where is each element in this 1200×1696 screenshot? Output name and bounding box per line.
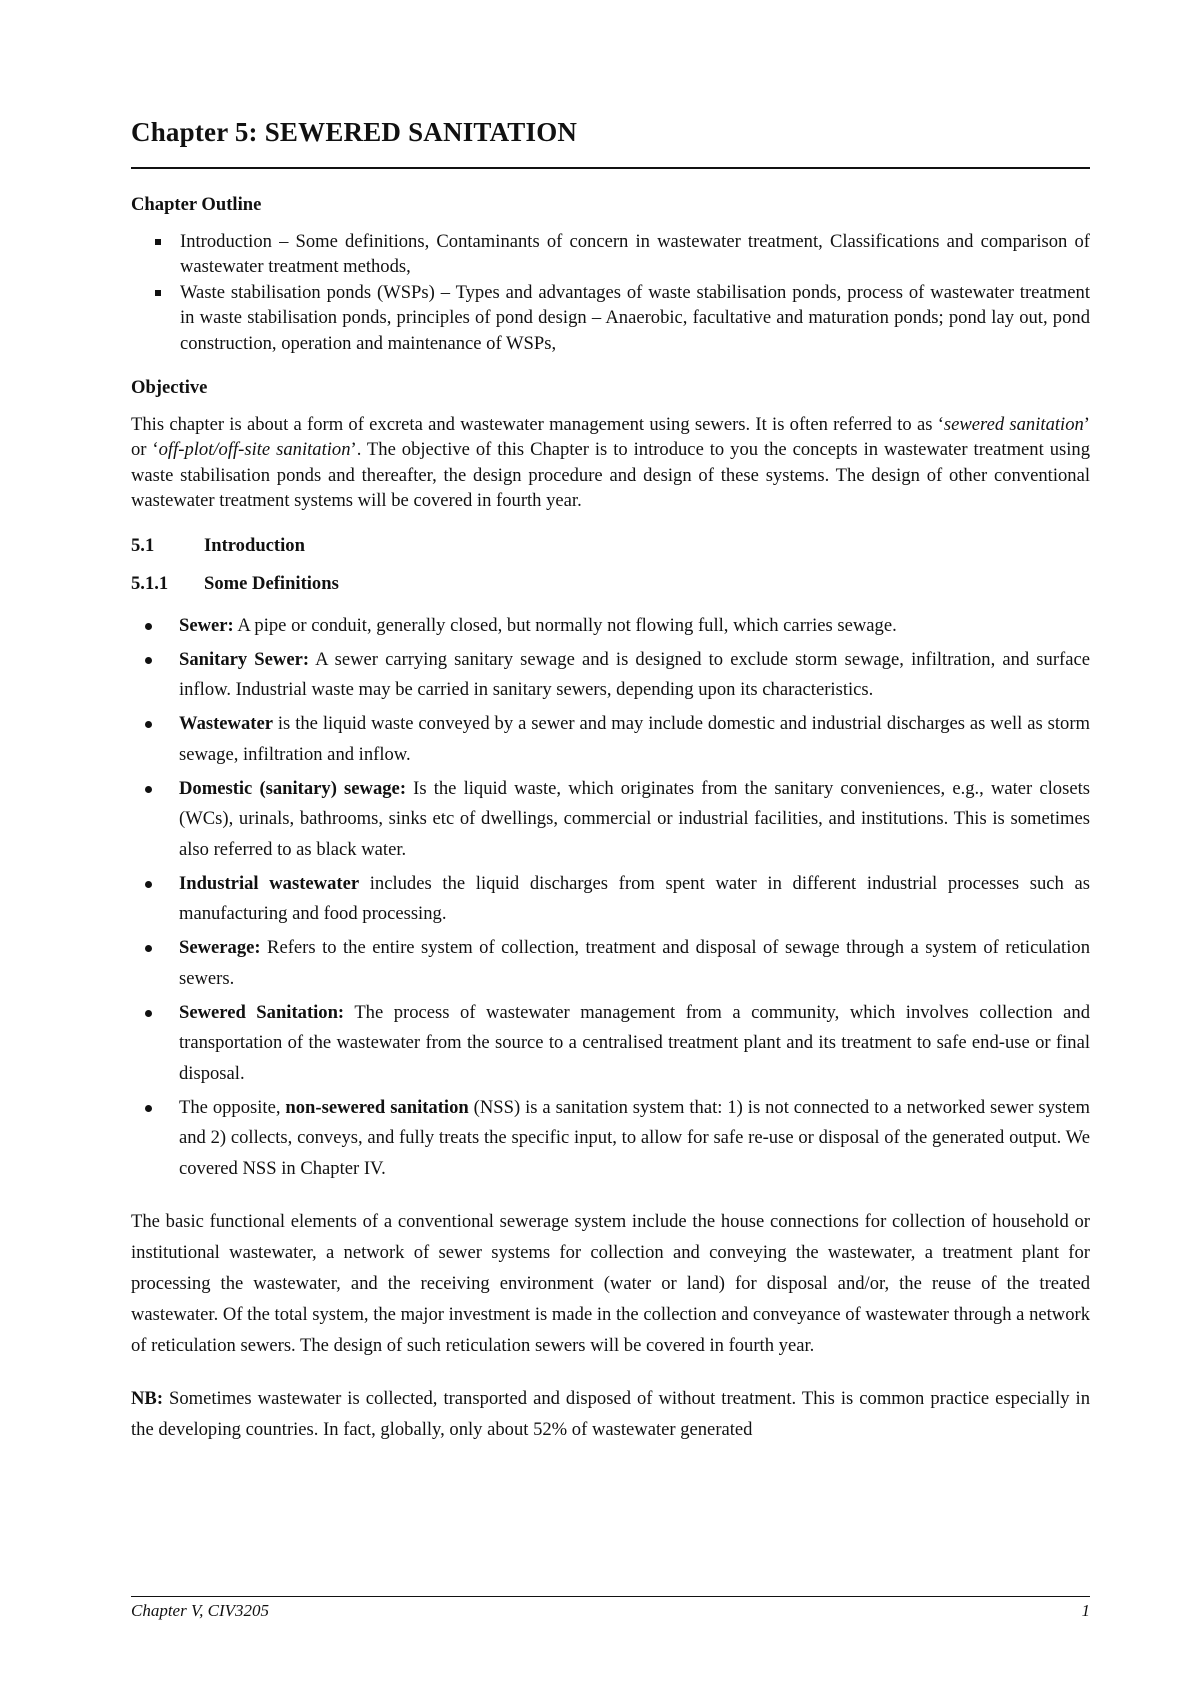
definition-term: Industrial wastewater	[179, 872, 360, 894]
title-divider	[131, 167, 1090, 169]
section-heading	[131, 533, 1090, 559]
objective-italic-term: sewered sanitation	[943, 413, 1084, 435]
definition-text: is the liquid waste conveyed by a sewer and may include domestic and industrial discharges as well as storm sewage, infiltration and inflow.	[179, 713, 1090, 765]
subsection-title: Some Definitions	[204, 573, 339, 594]
definition-item	[131, 774, 1090, 866]
footer-divider	[131, 1596, 1090, 1597]
definition-text: The process of wastewater management from a community, which involves collection and transportation of the wastewater from the source to a centralised treatment plant and its treatment to safe end-use or final disposal.	[179, 1001, 1090, 1084]
page-content	[131, 192, 1090, 1445]
definition-item	[131, 611, 1090, 642]
bullet-icon	[145, 657, 152, 664]
square-bullet-icon	[155, 290, 161, 296]
outline-item	[131, 229, 1090, 280]
definition-item-nss	[131, 1093, 1090, 1185]
bullet-icon	[145, 881, 152, 888]
chapter-title: Chapter 5: SEWERED SANITATION	[131, 117, 578, 147]
nss-term: non-sewered sanitation	[285, 1096, 469, 1118]
definition-text: Is the liquid waste, which originates from the sanitary conveniences, e.g., water closets (WCs), urinals, bathrooms, sinks etc of dwellings, commercial or industrial facilities, and institutions. This is sometimes also referred to as black water.	[179, 777, 1090, 860]
definition-item	[131, 645, 1090, 706]
subsection-heading	[131, 571, 1090, 597]
nb-paragraph	[131, 1383, 1090, 1445]
objective-paragraph	[131, 412, 1090, 514]
subsection-number: 5.1.1	[131, 573, 169, 594]
definitions-list	[131, 611, 1090, 1185]
section-number: 5.1	[131, 534, 155, 556]
footer-course-label: Chapter V, CIV3205	[131, 1601, 270, 1620]
nb-text: Sometimes wastewater is collected, transported and disposed of without treatment. This is common practice especially in the developing countries. In fact, globally, only about 52% of wastewater generated	[131, 1388, 1090, 1440]
objective-text: ’. The objective of this Chapter is to introduce to you the concepts in wastewater treatment using waste stabilisation ponds and thereafter, the design procedure and design of these systems. The design of other conventional wastewater treatment systems will be covered in fourth year.	[131, 439, 1090, 511]
definition-term: Sewered Sanitation:	[179, 1001, 345, 1023]
definition-item	[131, 998, 1090, 1090]
outline-item-text: Introduction – Some definitions, Contaminants of concern in wastewater treatment, Classifications and comparison of wastewater treatment methods,	[180, 230, 1090, 277]
document-page	[131, 0, 1091, 1696]
definition-text: Refers to the entire system of collection, treatment and disposal of sewage through a system of reticulation sewers.	[179, 937, 1090, 989]
bullet-icon	[145, 721, 152, 728]
bullet-icon	[145, 1105, 152, 1112]
outline-item	[131, 280, 1090, 357]
nss-text: (NSS) is a sanitation system that: 1) is not connected to a networked sewer system and 2) collects, conveys, and fully treats the specific input, to allow for safe re-use or disposal of the generated output. We covered NSS in Chapter IV.	[179, 1096, 1090, 1179]
definition-text: includes the liquid discharges from spent water in different industrial processes such as manufacturing and food processing.	[179, 872, 1090, 924]
section-title: Introduction	[204, 534, 305, 556]
nb-label: NB:	[131, 1388, 164, 1409]
page-number: 1	[1081, 1601, 1090, 1620]
definition-term: Sewerage:	[179, 937, 261, 958]
definition-term: Sewer:	[179, 614, 234, 636]
bullet-icon	[145, 1010, 152, 1017]
square-bullet-icon	[155, 239, 161, 245]
definition-item	[131, 869, 1090, 930]
outline-list	[131, 229, 1090, 357]
objective-text: ’ or ‘	[131, 413, 1090, 460]
bullet-icon	[145, 623, 152, 630]
outline-item-text: Waste stabilisation ponds (WSPs) – Types and advantages of waste stabilisation ponds, process of wastewater treatment in waste stabilisation ponds, principles of pond design – Anaerobic, facultative and maturation ponds; pond lay out, pond construction, operation and maintenance of WSPs,	[180, 281, 1090, 354]
body-paragraph: The basic functional elements of a conventional sewerage system include the house connections for collection of household or institutional wastewater, a network of sewer systems for collection and conveying the wastewater, a treatment plant for processing the wastewater, and the receiving environment (water or land) for disposal and/or, the reuse of the treated wastewater. Of the total system, the major investment is made in the collection and conveyance of wastewater through a network of reticulation sewers. The design of such reticulation sewers will be covered in fourth year.	[131, 1211, 1090, 1356]
definition-item	[131, 933, 1090, 994]
objective-italic-term: off-plot/off-site sanitation	[158, 439, 351, 460]
definition-text: A sewer carrying sanitary sewage and is designed to exclude storm sewage, infiltration, and surface inflow. Industrial waste may be carried in sanitary sewers, depending upon its characteristics.	[179, 648, 1090, 700]
definition-term: Domestic (sanitary) sewage:	[179, 777, 407, 799]
objective-text: This chapter is about a form of excreta and wastewater management using sewers. It is often referred to as ‘	[131, 413, 944, 435]
definition-item	[131, 709, 1090, 770]
nss-text: The opposite,	[179, 1096, 286, 1118]
bullet-icon	[145, 786, 152, 793]
objective-heading: Objective	[131, 377, 208, 398]
bullet-icon	[145, 945, 152, 952]
definition-term: Wastewater	[179, 713, 273, 734]
definition-text: A pipe or conduit, generally closed, but normally not flowing full, which carries sewage.	[233, 614, 897, 636]
outline-heading: Chapter Outline	[131, 194, 262, 215]
definition-term: Sanitary Sewer:	[179, 648, 310, 670]
